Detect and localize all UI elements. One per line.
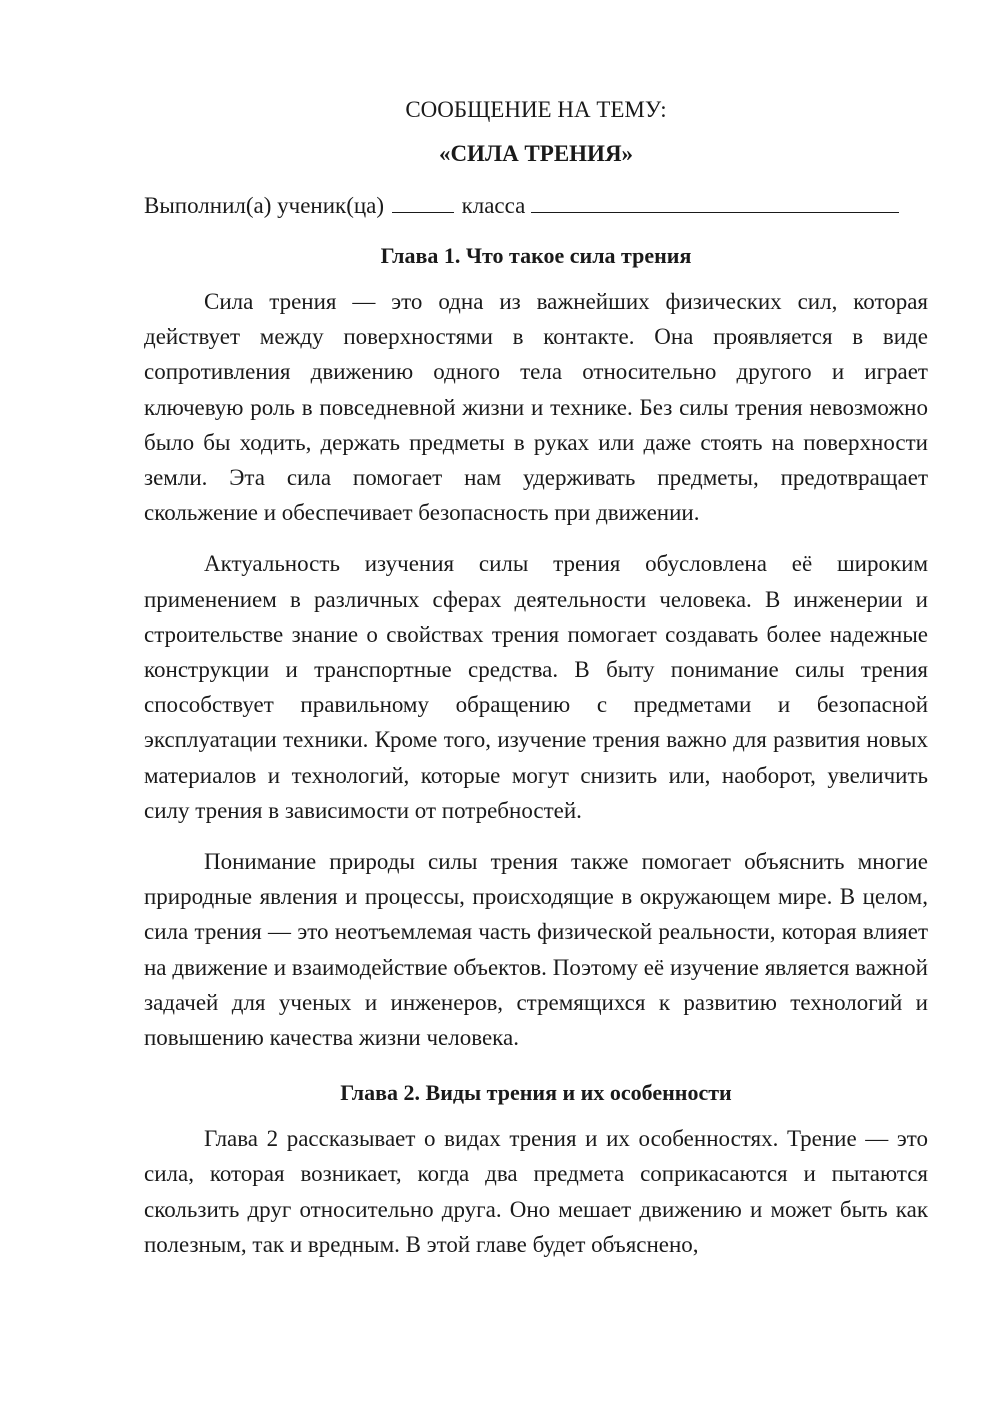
- chapter-1-paragraph-2: Актуальность изучения силы трения обусловлена её широким применением в различных сферах деятельности человека. В инженерии и строительстве знание о свойствах трения помогает создавать более надежные конструкции и транспортные средства. В быту понимание силы трения способствует правильному обращению с предметами и безопасной эксплуатации техники. Кроме того, изучение трения важно для развития новых материалов и технологий, которые могут снизить или, наоборот, увеличить силу трения в зависимости от потребностей.: [144, 551, 928, 823]
- author-line: [144, 188, 928, 224]
- chapter-2-paragraph-1: Глава 2 рассказывает о видах трения и их особенностях. Трение — это сила, которая возникает, когда два предмета соприкасаются и пытаются скользить друг относительно друга. Оно мешает движению и может быть как полезным, так и вредным. В этой главе будет объяснено,: [144, 1126, 928, 1257]
- document-title-line2: «СИЛА ТРЕНИЯ»: [438, 141, 634, 166]
- student-name-blank[interactable]: [531, 192, 899, 213]
- document-page: [144, 92, 928, 1278]
- class-number-blank[interactable]: [392, 192, 454, 213]
- chapter-2-heading: Глава 2. Виды трения и их особенности: [340, 1080, 732, 1106]
- author-class-word: класса: [461, 193, 526, 218]
- chapter-1-heading: Глава 1. Что такое сила трения: [380, 243, 692, 268]
- author-prefix: Выполнил(а) ученик(ца): [144, 193, 385, 218]
- chapter-1-paragraph-3: Понимание природы силы трения также помогает объяснить многие природные явления и процессы, происходящие в окружающем мире. В целом, сила трения — это неотъемлемая часть физической реальности, которая влияет на движение и взаимодействие объектов. Поэтому её изучение является важной задачей для ученых и инженеров, стремящихся к развитию технологий и повышению качества жизни человека.: [144, 849, 928, 1051]
- document-title-line1: СООБЩЕНИЕ НА ТЕМУ:: [405, 97, 667, 122]
- chapter-1-paragraph-1: Сила трения — это одна из важнейших физических сил, которая действует между поверхностями в контакте. Она проявляется в виде сопротивления движению одного тела относительно другого и играет ключевую роль в повседневной жизни и технике. Без силы трения невозможно было бы ходить, держать предметы в руках или даже стоять на поверхности земли. Эта сила помогает нам удерживать предметы, предотвращает скольжение и обеспечивает безопасность при движении.: [144, 289, 928, 526]
